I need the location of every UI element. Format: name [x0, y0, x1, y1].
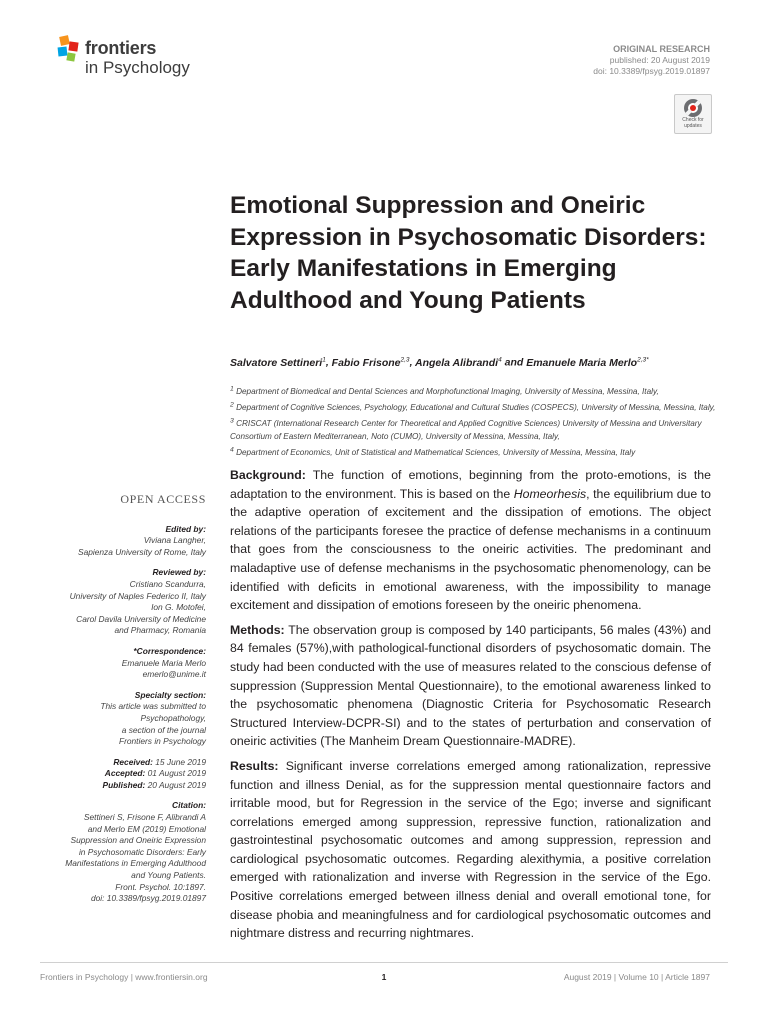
author-name[interactable]: Emanuele Maria Merlo$^{2,3*}$ — [526, 356, 649, 369]
author-name[interactable]: Fabio Frisone$^{2,3}$ — [331, 356, 410, 369]
abstract-results: Results: Significant inverse correlations emerged among rationalization, repressive function and illness Denial, as for the suppression mental questionnaire factors and irritable mood, but for Regression in the service of the Ego; inverse and significant correlations emerged among suppression, repressive function, rationalization and gastrointestinal psychosomatic outcomes and among suppression, repression and cardiological psychosomatic outcomes. Regarding alexithymia, a positive correlation emerged with rationalization and inverse with Regression in the service of the Ego. Positive correlations emerged between illness denial and overall emotional tone, for disease phobia and meaningfulness and for cardiological psychosomatic outcomes and nightmare distress and recurring nightmares. — [230, 758, 711, 941]
abstract — [230, 466, 711, 949]
affiliation: $^3$ CRISCAT (International Research Center for Theoretical and Applied Cognitive Sciences) University of Messina and Universitary Consortium of Eastern Mediterranean, Noto (CUMO), University of Messina, Messina, Italy, — [230, 417, 702, 442]
crossmark-label: Check for updates — [682, 117, 704, 129]
citation-section: Citation: Settineri S, Frisone F, Alibrandi A and Merlo EM (2019) Emotional Suppression and Oneiric Expression in Psychosomatic Disorders: Early Manifestations in Emerging Adulthood and Young Patients. Front. Psychol. 10:1897. doi: 10.3389/fpsyg.2019.01897 — [40, 800, 206, 904]
author-name[interactable]: Angela Alibrandi$^4$ — [415, 356, 502, 369]
reviewer-name[interactable]: Cristiano Scandurra, — [129, 578, 206, 589]
frontiers-logo-icon — [56, 34, 82, 64]
crossmark-icon — [682, 98, 704, 118]
author-list: Salvatore Settineri$^1$, Fabio Frisone$^{2,3}$, Angela Alibrandi$^4$ and Emanuele Maria Merlo$^{2,3*}$ — [230, 356, 649, 369]
open-access-label: OPEN ACCESS — [120, 492, 206, 506]
reviewed-by-section: Reviewed by: Cristiano Scandurra, University of Naples Federico II, Italy Ion G. Motofei, Carol Davila University of Medicine and Pharmacy, Romania — [40, 567, 206, 637]
page-number: 1 — [381, 972, 387, 982]
journal-link[interactable]: Frontiers in Psychology — [118, 736, 206, 747]
affiliation: $^1$ Department of Biomedical and Dental Sciences and Morphofunctional Imaging, University of Messina, Messina, Italy, — [230, 385, 659, 396]
edited-by-section: Edited by: Viviana Langher, Sapienza University of Rome, Italy — [40, 524, 206, 559]
specialty-section: Specialty section: This article was submitted to Psychopathology, a section of the journal Frontiers in Psychology — [40, 690, 206, 748]
footer-journal-link[interactable]: Frontiers in Psychology | www.frontiersin.org — [40, 972, 208, 982]
article-sidebar — [40, 494, 206, 914]
article-type: ORIGINAL RESEARCH — [613, 44, 710, 54]
logo-title: frontiers — [85, 38, 157, 58]
article-meta — [593, 44, 710, 77]
correspondence-email-link[interactable]: emerlo@unime.it — [142, 669, 206, 680]
logo-subtitle: in Psychology — [85, 58, 190, 77]
journal-logo[interactable] — [56, 34, 226, 82]
author-name[interactable]: Salvatore Settineri$^1$ — [230, 356, 326, 369]
abstract-background: Background: The function of emotions, beginning from the proto-emotions, is the adaptation to the environment. This is based on the Homeorhesis, the equilibrium due to the adaptive operation of excitement and the dissipation of emotions. The object relations of the participants foresee the practice of defense mechanisms in a continuum that goes from the consciousness to the oneiric activities. The predominant and maladaptive use of defense mechanisms in the psychosomatic phenomenology, can be identified with deficits in emotional awareness, with the impossibility to manage excitement and dissipation of emotions foreseen by the oneiric phenomena. — [230, 468, 711, 613]
footer-issue-info: August 2019 | Volume 10 | Article 1897 — [563, 972, 710, 982]
citation-doi-link[interactable]: doi: 10.3389/fpsyg.2019.01897 — [90, 893, 206, 904]
published-date: published: 20 August 2019 — [609, 55, 710, 65]
check-for-updates-button[interactable] — [674, 94, 712, 134]
affiliation: $^4$ Department of Economics, Unit of Statistical and Mathematical Sciences, University of Messina, Messina, Italy — [230, 446, 636, 458]
specialty-link[interactable]: Psychopathology, — [140, 712, 206, 723]
affiliations — [230, 382, 720, 459]
footer-divider — [40, 962, 728, 963]
doi-link[interactable]: doi: 10.3389/fpsyg.2019.01897 — [593, 66, 710, 76]
reviewer-name[interactable]: Ion G. Motofei, — [151, 602, 206, 613]
editor-name[interactable]: Viviana Langher, — [143, 535, 206, 546]
abstract-methods: Methods: The observation group is composed by 140 participants, 56 males (43%) and 84 females (57%),with pathological-functional disorders of psychosomatic domain. The study had been conducted with the use of measures related to the conscious defense of suppression (Suppression Mental Questionnaire), to the emotional awareness linked to the psychosomatic phenomena (Diagnostic Criteria for Psychosomatic Research Structured Interview-DCPR-SI) and to the states of perturbation and conservation of oneiric activities (The Manheim Dream Questionnaire-MADRE). — [230, 622, 711, 749]
correspondence-section: *Correspondence: Emanuele Maria Merlo emerlo@unime.it — [40, 646, 206, 681]
affiliation: $^2$ Department of Cognitive Sciences, Psychology, Educational and Cultural Studies (COSPECS), University of Messina, Messina, Italy, — [230, 401, 716, 412]
article-title: Emotional Suppression and Oneiric Expression in Psychosomatic Disorders: Early Manifestations in Emerging Adulthood and Young Patients — [230, 192, 707, 314]
dates-section: Received: 15 June 2019 Accepted: 01 August 2019 Published: 20 August 2019 — [102, 756, 206, 790]
